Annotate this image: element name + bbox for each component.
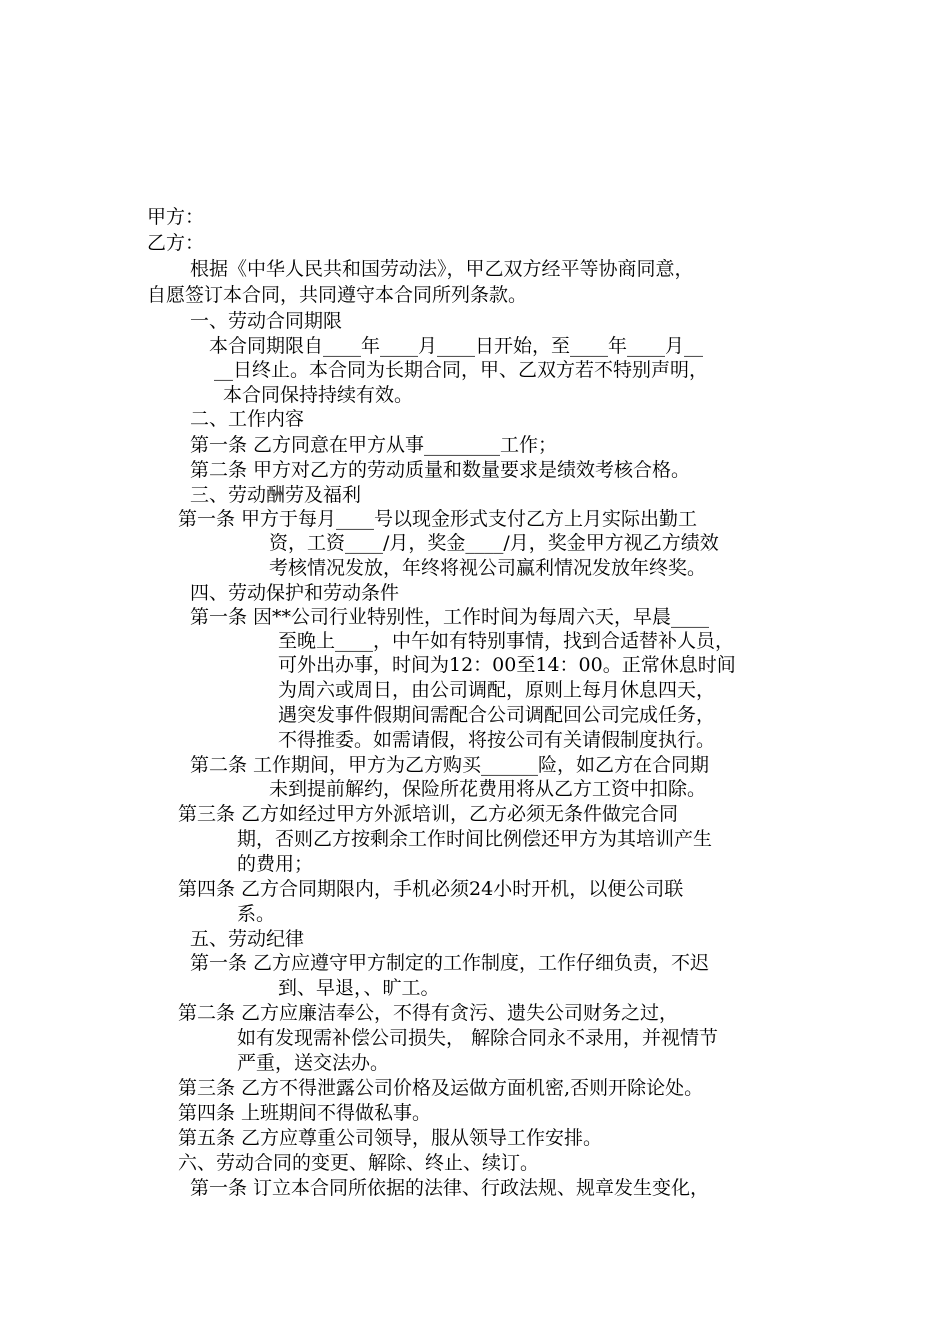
section-4-article-3-line-2: 期，否则乙方按剩余工作时间比例偿还甲方为其培训产生 [237, 828, 713, 850]
section-5-article-3: 第三条 乙方不得泄露公司价格及运做方面机密,否则开除论处。 [178, 1077, 704, 1099]
section-5-article-1-line-1: 第一条 乙方应遵守甲方制定的工作制度，工作仔细负责，不迟 [190, 952, 710, 974]
party-b-label: 乙方： [147, 232, 205, 254]
section-4-article-1-line-1: 第一条 因**公司行业特别性，工作时间为每周六天，早晨____ [190, 606, 710, 628]
intro-line-1: 根据《中华人民共和国劳动法》，甲乙双方经平等协商同意， [190, 258, 694, 280]
section-3-line-3: 考核情况发放，年终将视公司赢利情况发放年终奖。 [269, 557, 707, 579]
section-5-heading: 五、劳动纪律 [190, 928, 305, 950]
section-1-line-3: 本合同保持持续有效。 [223, 384, 414, 406]
section-4-article-3-line-1: 第三条 乙方如经过甲方外派培训，乙方必须无条件做完合同 [178, 803, 679, 825]
intro-line-2: 自愿签订本合同，共同遵守本合同所列条款。 [147, 284, 528, 306]
section-6-article-1: 第一条 订立本合同所依据的法律、行政法规、规章发生变化， [190, 1177, 710, 1199]
section-4-heading: 四、劳动保护和劳动条件 [190, 582, 400, 604]
section-6-heading: 六、劳动合同的变更、解除、终止、续订。 [178, 1152, 540, 1174]
section-4-article-2-line-1: 第二条 工作期间，甲方为乙方购买______险，如乙方在合同期 [190, 754, 710, 776]
section-1-line-2: __日终止。本合同为长期合同，甲、乙双方若不特别声明， [214, 359, 709, 381]
section-5-article-2-line-1: 第二条 乙方应廉洁奉公，不得有贪污、遗失公司财务之过， [178, 1002, 679, 1024]
section-3-line-1: 第一条 甲方于每月____号以现金形式支付乙方上月实际出勤工 [178, 508, 698, 530]
section-5-article-4: 第四条 上班期间不得做私事。 [178, 1102, 432, 1124]
section-3-line-2: 资，工资____/月，奖金____/月，奖金甲方视乙方绩效 [269, 532, 719, 554]
section-4-article-3-line-3: 的费用； [237, 853, 314, 875]
section-4-article-1-line-3: 可外出办事，时间为12：00至14：00。正常休息时间 [278, 654, 736, 676]
section-4-article-1-line-2: 至晚上____，中午如有特别事情，找到合适替补人员， [278, 630, 735, 652]
party-a-label: 甲方： [147, 206, 205, 228]
section-4-article-1-line-4: 为周六或周日，由公司调配，原则上每月休息四天， [278, 679, 716, 701]
section-5-article-2-line-2: 如有发现需补偿公司损失， 解除合同永不录用，并视情节 [237, 1027, 719, 1049]
section-3-heading: 三、劳动酬劳及福利 [190, 484, 362, 506]
section-5-article-2-line-3: 严重，送交法办。 [237, 1052, 390, 1074]
section-4-article-1-line-6: 不得推委。如需请假，将按公司有关请假制度执行。 [278, 729, 716, 751]
section-1-heading: 一、劳动合同期限 [190, 310, 343, 332]
section-4-article-2-line-2: 未到提前解约，保险所花费用将从乙方工资中扣除。 [269, 778, 707, 800]
section-5-article-1-line-2: 到、早退，、旷工。 [278, 977, 440, 999]
section-2-article-1: 第一条 乙方同意在甲方从事________工作； [190, 434, 558, 456]
section-2-heading: 二、工作内容 [190, 408, 305, 430]
section-2-article-2: 第二条 甲方对乙方的劳动质量和数量要求是绩效考核合格。 [190, 459, 691, 481]
section-5-article-5: 第五条 乙方应尊重公司领导，服从领导工作安排。 [178, 1127, 603, 1149]
section-4-article-1-line-5: 遇突发事件假期间需配合公司调配回公司完成任务， [278, 704, 716, 726]
section-4-article-4-line-1: 第四条 乙方合同期限内，手机必须24小时开机，以便公司联 [178, 878, 684, 900]
section-1-line-1: 本合同期限自____年____月____日开始，至____年____月__ [209, 335, 704, 357]
section-4-article-4-line-2: 系。 [237, 903, 276, 925]
